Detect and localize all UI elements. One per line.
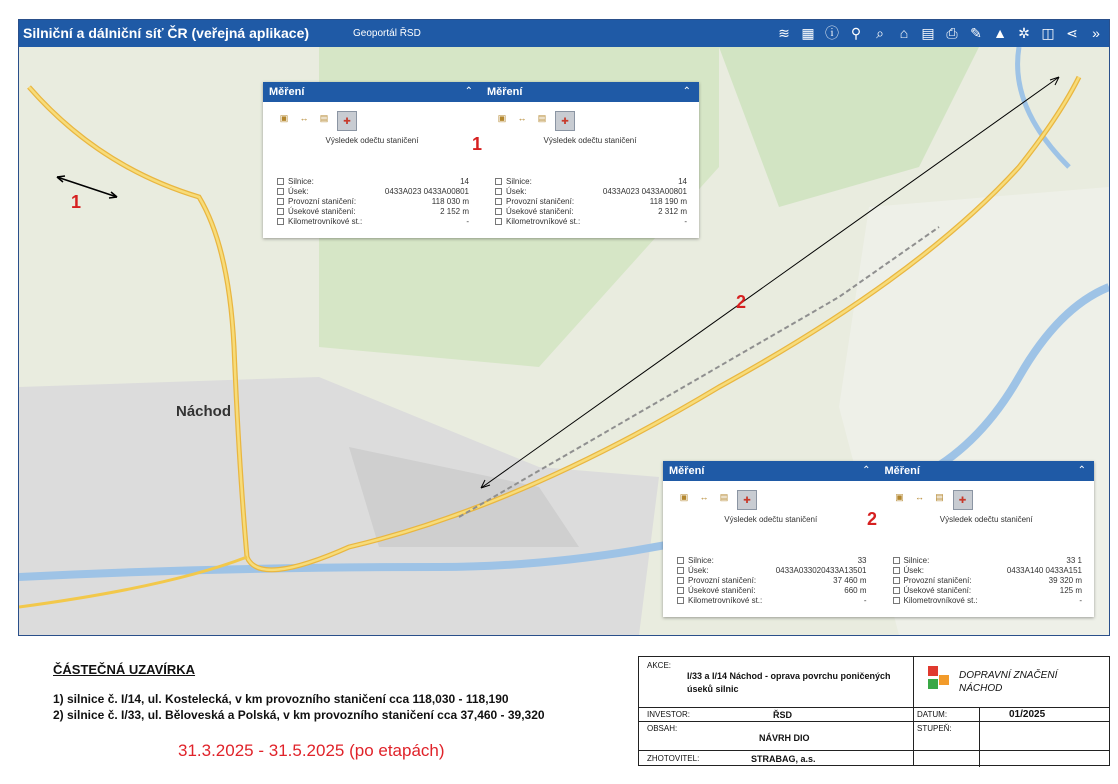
panel-title: Měření — [669, 465, 705, 477]
row-silnice[interactable]: Silnice: 33 — [677, 555, 867, 565]
panel-header — [663, 461, 1094, 481]
obsah-value: NÁVRH DIO — [759, 733, 810, 743]
title-block — [638, 656, 1110, 766]
distance-icon[interactable]: ↔ — [299, 113, 309, 123]
measurement-left — [263, 102, 481, 238]
map-canvas[interactable] — [19, 47, 1109, 635]
checkbox[interactable] — [677, 567, 684, 574]
collapse-chevron-icon[interactable]: ⌃ — [1077, 465, 1086, 476]
checkbox[interactable] — [277, 178, 284, 185]
search-icon[interactable]: ⌕ — [876, 24, 884, 41]
map-marker-1: 1 — [71, 192, 82, 212]
row-usekove[interactable]: Úsekové staničení: 2 312 m — [495, 206, 687, 216]
panel-number: 2 — [867, 509, 878, 529]
measurement-panel-1 — [263, 82, 699, 238]
map-marker-2: 2 — [736, 292, 747, 312]
road-icon[interactable]: ▣ — [895, 491, 904, 502]
akce-value: I/33 a I/14 Náchod - oprava povrchu poničených úseků silnic — [687, 671, 891, 694]
collapse-chevron-icon[interactable]: ⌃ — [464, 86, 473, 97]
row-km[interactable]: Kilometrovníkové st.: - — [277, 216, 469, 226]
checkbox[interactable] — [677, 577, 684, 584]
checkbox[interactable] — [277, 198, 284, 205]
checkbox[interactable] — [677, 587, 684, 594]
settings-icon[interactable]: ✲ — [1018, 24, 1030, 41]
row-usek[interactable]: Úsek: 0433A140 0433A151 — [893, 565, 1083, 575]
app-toolbar — [19, 20, 1109, 47]
road-icon[interactable]: ▣ — [497, 112, 507, 123]
result-title: Výsledek odečtu staničení — [939, 515, 1033, 524]
checkbox[interactable] — [495, 218, 502, 225]
closure-line-1: 1) silnice č. I/14, ul. Kostelecká, v km provozního staničení cca 118,030 - 118,190 — [53, 692, 509, 706]
info-icon[interactable]: ⓘ — [825, 25, 839, 41]
row-provozni[interactable]: Provozní staničení: 39 320 m — [893, 575, 1083, 585]
investor-value: ŘSD — [773, 710, 793, 720]
share-icon[interactable]: ⋖ — [1066, 24, 1078, 41]
row-usek[interactable]: Úsek: 0433A023 0433A00801 — [495, 186, 687, 196]
row-provozni[interactable]: Provozní staničení: 37 460 m — [677, 575, 867, 585]
checkbox[interactable] — [893, 597, 900, 604]
distance-icon[interactable]: ↔ — [517, 113, 527, 123]
checkbox[interactable] — [495, 188, 502, 195]
checkbox[interactable] — [277, 218, 284, 225]
company-logo-icon — [927, 665, 953, 691]
ruler-icon[interactable]: ✎ — [970, 24, 982, 41]
home-icon[interactable]: ⌂ — [899, 25, 909, 41]
row-km[interactable]: Kilometrovníkové st.: - — [495, 216, 687, 226]
closure-dates: 31.3.2025 - 31.5.2025 (po etapách) — [178, 741, 445, 760]
table-icon[interactable]: ▤ — [935, 491, 944, 502]
checkbox[interactable] — [277, 208, 284, 215]
geoportal-link[interactable]: Geoportál ŘSD — [353, 28, 421, 39]
investor-label: INVESTOR: — [647, 710, 690, 719]
station-pick-icon[interactable]: ✚ — [737, 490, 757, 510]
row-provozni[interactable]: Provozní staničení: 118 190 m — [495, 196, 687, 206]
panel-title: Měření — [269, 86, 305, 98]
row-usekove[interactable]: Úsekové staničení: 660 m — [677, 585, 867, 595]
road-icon[interactable]: ▣ — [279, 112, 289, 123]
checkbox[interactable] — [277, 188, 284, 195]
datum-value: 01/2025 — [1009, 709, 1046, 720]
measurement-right — [879, 481, 1095, 617]
stupen-label: STUPEŇ: — [917, 724, 952, 733]
measurement-panel-2 — [663, 461, 1094, 617]
panel-title: Měření — [884, 465, 920, 477]
row-usekove[interactable]: Úsekové staničení: 125 m — [893, 585, 1083, 595]
result-title: Výsledek odečtu staničení — [724, 515, 818, 524]
road-icon[interactable]: ▣ — [679, 491, 689, 502]
grid-icon[interactable]: ▦ — [801, 24, 815, 41]
collapse-chevron-icon[interactable]: ⌃ — [682, 86, 691, 97]
row-km[interactable]: Kilometrovníkové st.: - — [893, 595, 1083, 605]
print-icon[interactable]: ⎙ — [946, 24, 958, 41]
panel-number: 1 — [472, 134, 483, 154]
table-icon[interactable]: ▤ — [537, 112, 547, 123]
distance-icon[interactable]: ↔ — [699, 492, 709, 502]
document-icon[interactable]: ▤ — [921, 24, 935, 41]
checkbox[interactable] — [495, 198, 502, 205]
collapse-icon[interactable]: » — [1092, 25, 1100, 41]
place-label-nachod: Náchod — [176, 403, 232, 420]
result-title: Výsledek odečtu staničení — [325, 136, 419, 145]
checkbox[interactable] — [495, 178, 502, 185]
graduation-icon[interactable]: ▲ — [993, 25, 1007, 41]
checkbox[interactable] — [495, 208, 502, 215]
row-silnice[interactable]: Silnice: 14 — [277, 176, 469, 186]
checkbox[interactable] — [893, 577, 900, 584]
layers-icon[interactable]: ≋ — [778, 24, 790, 41]
app-title: Silniční a dálniční síť ČR (veřejná aplikace) — [23, 25, 310, 41]
table-icon[interactable]: ▤ — [319, 112, 329, 123]
collapse-chevron-icon[interactable]: ⌃ — [862, 465, 871, 476]
panel-title: Měření — [487, 86, 523, 98]
row-silnice[interactable]: Silnice: 14 — [495, 176, 687, 186]
result-title: Výsledek odečtu staničení — [543, 136, 637, 145]
route-icon[interactable]: ⚲ — [850, 24, 862, 41]
obsah-label: OBSAH: — [647, 724, 678, 733]
toolbar-icons — [773, 22, 1107, 44]
akce-label: AKCE: — [647, 661, 672, 670]
checkbox[interactable] — [893, 587, 900, 594]
table-icon[interactable]: ▤ — [719, 491, 729, 502]
checkbox[interactable] — [893, 557, 900, 564]
checkbox[interactable] — [893, 567, 900, 574]
checkbox[interactable] — [677, 557, 684, 564]
company-name: DOPRAVNÍ ZNAČENÍ NÁCHOD — [959, 670, 1058, 694]
measurement-left — [663, 481, 879, 617]
zhotovitel-value: STRABAG, a.s. — [751, 754, 816, 764]
row-km[interactable]: Kilometrovníkové st.: - — [677, 595, 867, 605]
station-pick-icon[interactable]: ✚ — [337, 111, 357, 131]
distance-icon[interactable]: ↔ — [915, 492, 924, 502]
row-silnice[interactable]: Silnice: 33 1 — [893, 555, 1083, 565]
zhotovitel-label: ZHOTOVITEL: — [647, 754, 700, 763]
row-usek[interactable]: Úsek: 0433A033020433A13501 — [677, 565, 867, 575]
checkbox[interactable] — [677, 597, 684, 604]
panel-header — [263, 82, 699, 102]
closure-line-2: 2) silnice č. I/33, ul. Běloveská a Polská, v km provozního staničení cca 37,460 - 39,320 — [53, 708, 545, 722]
row-usekove[interactable]: Úsekové staničení: 2 152 m — [277, 206, 469, 216]
station-pick-icon[interactable]: ✚ — [953, 490, 973, 510]
station-pick-icon[interactable]: ✚ — [555, 111, 575, 131]
split-icon[interactable]: ◫ — [1041, 24, 1055, 41]
datum-label: DATUM: — [917, 710, 948, 719]
row-provozni[interactable]: Provozní staničení: 118 030 m — [277, 196, 469, 206]
closure-heading: ČÁSTEČNÁ UZAVÍRKA — [53, 662, 196, 677]
map-app-frame — [18, 19, 1110, 636]
measurement-right — [481, 102, 699, 238]
row-usek[interactable]: Úsek: 0433A023 0433A00801 — [277, 186, 469, 196]
